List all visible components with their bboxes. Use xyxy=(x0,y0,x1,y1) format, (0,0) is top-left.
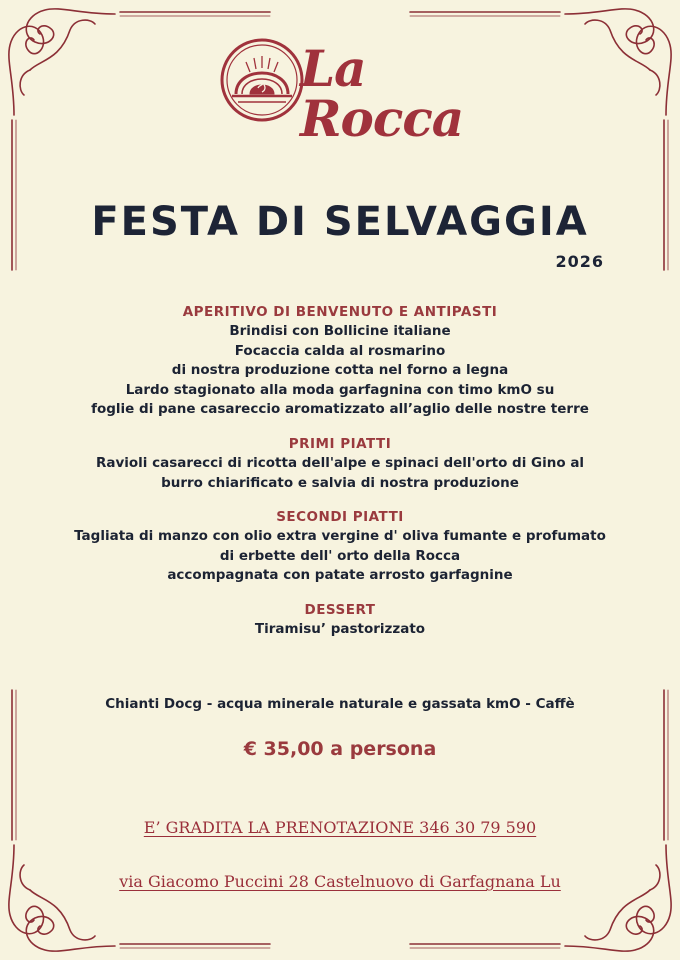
event-title: FESTA DI SELVAGGIA xyxy=(91,199,589,245)
section-title: APERITIVO DI BENVENUTO E ANTIPASTI xyxy=(182,304,498,320)
section-title: SECONDI PIATTI xyxy=(276,509,404,526)
drinks-line: Chianti Docg - acqua minerale naturale e gassata kmO - Caffè xyxy=(105,696,575,712)
menu-list xyxy=(0,302,680,654)
menu-line: burro chiarificato e salvia di nostra produzione xyxy=(161,474,519,491)
menu-line: accompagnata con patate arrosto garfagnine xyxy=(167,567,513,584)
menu-line: Tagliata di manzo con olio extra vergine d' oliva fumante e profumato xyxy=(74,528,606,545)
booking-phone-link[interactable]: E’ GRADITA LA PRENOTAZIONE 346 30 79 590 xyxy=(143,818,537,837)
menu-section-primi xyxy=(0,434,680,493)
section-title: PRIMI PIATTI xyxy=(288,435,392,452)
price-per-person: € 35,00 a persona xyxy=(243,738,437,760)
menu-section-dessert xyxy=(0,600,680,640)
menu-line: Brindisi con Bollicine italiane xyxy=(229,323,451,339)
oven-logo-icon xyxy=(218,36,310,126)
menu-line: Focaccia calda al rosmarino xyxy=(234,342,446,359)
menu-section-secondi xyxy=(0,507,680,586)
address-link[interactable]: via Giacomo Puccini 28 Castelnuovo di Garfagnana Lu xyxy=(119,872,561,891)
section-title: DESSERT xyxy=(304,601,376,618)
menu-line: Lardo stagionato alla moda garfagnina con timo kmO su xyxy=(125,381,555,398)
menu-line: foglie di pane casareccio aromatizzato all’aglio delle nostre terre xyxy=(91,401,589,418)
menu-line: di erbette dell' orto della Rocca xyxy=(219,547,461,564)
menu-line: di nostra produzione cotta nel forno a legna xyxy=(171,362,509,379)
brand-name: La Rocca xyxy=(300,39,464,148)
event-year: 2026 xyxy=(555,252,604,271)
menu-section-antipasti xyxy=(0,302,680,420)
menu-line: Tiramisu’ pastorizzato xyxy=(254,620,426,637)
menu-line: Ravioli casarecci di ricotta dell'alpe e spinaci dell'orto di Gino al xyxy=(95,454,585,471)
